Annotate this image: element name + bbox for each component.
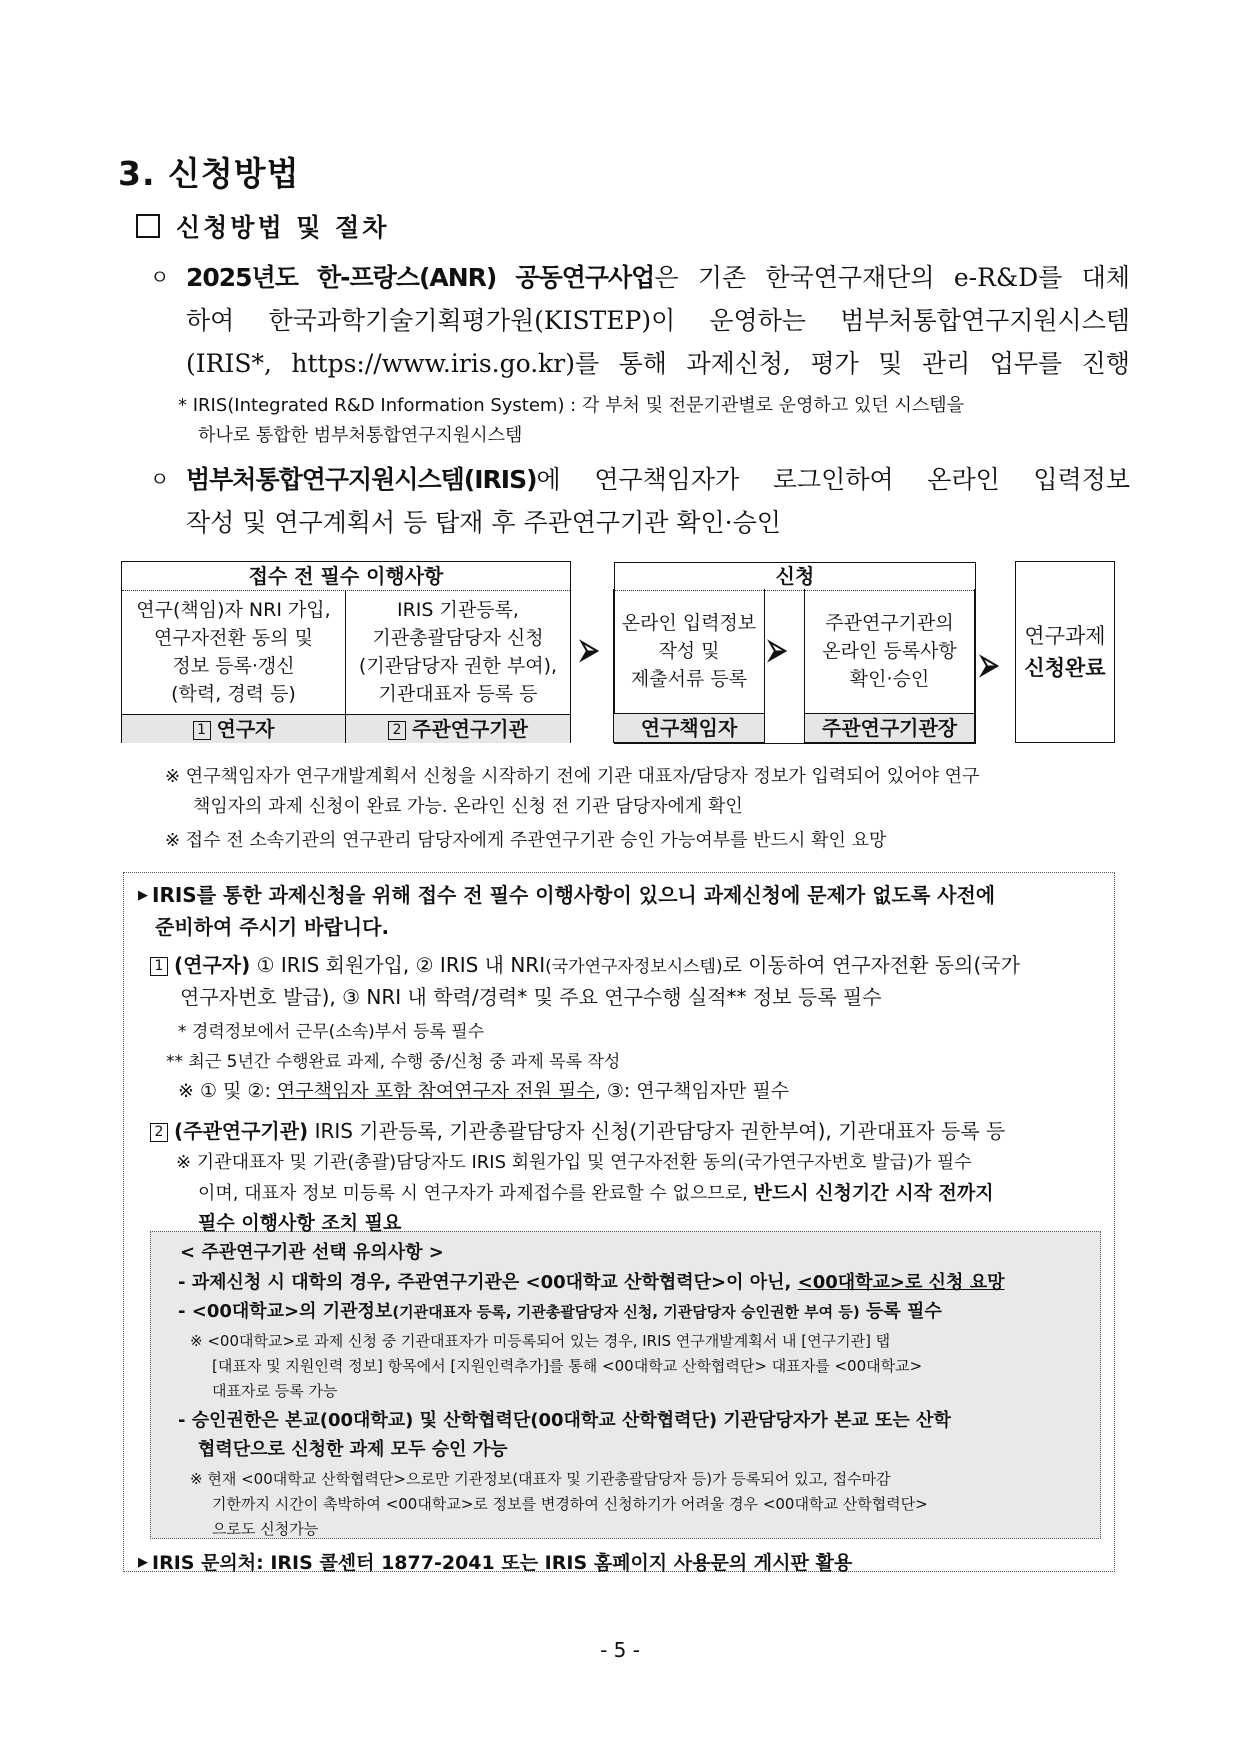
researcher-step-line1: [150, 950, 1020, 980]
iris-note-line2: 하나로 통합한 범부처통합연구지원시스템: [198, 425, 523, 446]
number-box: 2: [150, 1123, 168, 1142]
triangle-bullet-icon: ▶: [138, 1555, 148, 1570]
caution-note4: ※ 현재 <00대학교 산학협력단>으로만 기관정보(대표자 및 기관총괄담당자 등)가 등록되어 있고, 접수마감: [190, 1470, 891, 1488]
caution-line2-text: - <00대학교>의 기관정보: [178, 1301, 393, 1322]
circle-bullet-icon: ㅇ: [150, 467, 170, 491]
flow-note-a2: 책임자의 과제 신청이 완료 가능. 온라인 신청 전 기관 담당자에게 확인: [193, 796, 743, 817]
flow-cell-text: 연구(책임)자 NRI 가입,: [136, 599, 331, 621]
number-box: 2: [388, 721, 406, 740]
flow-cell-approval: [804, 589, 975, 743]
caution-line2: [178, 1297, 942, 1327]
researcher-note3: [178, 1076, 789, 1106]
researcher-text-b: 로 이동하여 연구자전환 동의(국가: [722, 953, 1020, 977]
institution-text: IRIS 기관등록, 기관총괄담당자 신청(기관담당자 권한부여), 기관대표자 등록 등: [314, 1119, 1006, 1143]
caution-note2: [대표자 및 지원인력 정보] 항목에서 [지원인력추가]를 통해 <00대학교 산학협력단> 대표자를 <00대학교>: [212, 1357, 923, 1375]
researcher-step-line2: 연구자번호 발급), ③ NRI 내 학력/경력* 및 주요 연구수행 실적** 정보 등록 필수: [180, 985, 882, 1009]
flow-group-prerequisites: [121, 561, 571, 743]
flow-foot-label: 주관연구기관: [412, 717, 528, 741]
flow-cell-text: 확인·승인: [849, 668, 930, 690]
flow-foot-researcher: [122, 714, 346, 743]
project-name: 2025년도 한-프랑스(ANR) 공동연구사업: [186, 263, 655, 292]
right-arrow-icon: ⮚: [580, 635, 599, 665]
checkbox-square-icon: [136, 214, 160, 238]
flow-cell-text: 온라인 등록사항: [822, 640, 957, 662]
caution-note6: 으로도 신청가능: [212, 1520, 319, 1538]
triangle-bullet-icon: ▶: [138, 888, 148, 903]
note3-suffix: , ③: 연구책임자만 필수: [594, 1080, 790, 1102]
researcher-label: (연구자): [174, 953, 251, 977]
flow-cell-text: 기관대표자 등록 등: [378, 683, 538, 705]
iris-note-line1: * IRIS(Integrated R&D Information System) : 각 부처 및 전문기관별로 운영하고 있던 시스템을: [178, 395, 965, 416]
number-box: 1: [193, 721, 211, 740]
flow-cell-text: (학력, 경력 등): [171, 683, 296, 705]
flow-foot-head: 주관연구기관장: [805, 713, 974, 742]
institution-label: (주관연구기관): [174, 1119, 309, 1143]
para2-line1: 에 연구책임자가 로그인하여 온라인 입력정보: [536, 465, 1130, 494]
institution-step-line: [150, 1116, 1005, 1146]
caution-line2-end: 등록 필수: [859, 1301, 942, 1322]
caution-box-title: < 주관연구기관 선택 유의사항 >: [180, 1242, 444, 1263]
iris-system-name: 범부처통합연구지원시스템(IRIS): [186, 465, 537, 494]
nri-desc: (국가연구자정보시스템): [545, 957, 723, 977]
iris-note: [178, 391, 1118, 451]
paragraph-1: [150, 256, 1130, 385]
flow-cell-text: (기관담당자 권한 부여),: [358, 655, 558, 677]
subsection-title-text: 신청방법 및 절차: [176, 213, 390, 242]
flow-note-b: ※ 접수 전 소속기관의 연구관리 담당자에게 주관연구기관 승인 가능여부를 반드시 확인 요망: [165, 830, 887, 851]
right-arrow-icon: ⮚: [768, 635, 787, 665]
flow-cell-text: 기관총괄담당자 신청: [372, 627, 544, 649]
circle-bullet-icon: ㅇ: [150, 265, 170, 289]
note3-prefix: ※ ① 및 ②:: [178, 1080, 277, 1102]
caution-note3: 대표자로 등록 가능: [212, 1382, 338, 1400]
para1-line3: (IRIS*, https://www.iris.go.kr)를 통해 과제신청, 평가 및 관리 업무를 진행: [186, 349, 1130, 378]
researcher-note2: ** 최근 5년간 수행완료 과제, 수행 중/신청 중 과제 목록 작성: [166, 1052, 621, 1072]
para2-line2: 작성 및 연구계획서 등 탑재 후 주관연구기관 확인·승인: [186, 508, 781, 537]
institution-note1: ※ 기관대표자 및 기관(총괄)담당자도 IRIS 회원가입 및 연구자전환 동의(국가연구자번호 발급)가 필수: [176, 1152, 972, 1173]
page-number: - 5 -: [600, 1638, 640, 1662]
number-box: 1: [150, 957, 168, 976]
flow-cell-institution: [346, 590, 570, 714]
flow-cell-text: IRIS 기관등록,: [397, 599, 519, 621]
note3-underlined: 연구책임자 포함 참여연구자 전원 필수: [276, 1080, 595, 1102]
paragraph-2: [150, 458, 1130, 544]
caution-line1: [178, 1268, 1004, 1298]
flow-final-bold: 신청완료: [1024, 656, 1106, 680]
flow-note-a1: ※ 연구책임자가 연구개발계획서 신청을 시작하기 전에 기관 대표자/담당자 정보가 입력되어 있어야 연구: [165, 766, 980, 787]
para1-line2: 하여 한국과학기술기획평가원(KISTEP)이 운영하는 범부처통합연구지원시스템: [186, 306, 1130, 335]
flow-foot-pi: 연구책임자: [614, 713, 764, 742]
para1-line1: 은 기존 한국연구재단의 e-R&D를 대체: [654, 263, 1130, 292]
flow-cell-researcher: [122, 590, 345, 714]
flow-cell-text: 주관연구기관의: [825, 612, 954, 634]
flow-foot-label: 연구자: [216, 717, 275, 741]
institution-note2: [198, 1180, 994, 1207]
caution-line1-underlined: <00대학교>로 신청 요망: [797, 1272, 1005, 1293]
researcher-note1: * 경력정보에서 근무(소속)부서 등록 필수: [178, 1022, 485, 1042]
caution-note1: ※ <00대학교>로 과제 신청 중 기관대표자가 미등록되어 있는 경우, IRIS 연구개발계획서 내 [연구기관] 탭: [190, 1332, 891, 1350]
flow-cell-text: 작성 및: [658, 640, 720, 662]
caution-note5: 기한까지 시간이 촉박하여 <00대학교>로 정보를 변경하여 신청하기가 어려울 경우 <00대학교 산학협력단>: [212, 1495, 928, 1513]
flow-cell-text: 정보 등록·갱신: [172, 655, 295, 677]
iris-contact-text: IRIS 문의처: IRIS 콜센터 1877-2041 또는 IRIS 홈페이지 사용문의 게시판 활용: [152, 1552, 853, 1574]
caution-line3a: - 승인권한은 본교(00대학교) 및 산학협력단(00대학교 산학협력단) 기관담당자가 본교 또는 산학: [178, 1410, 951, 1431]
subsection-title: [136, 208, 389, 244]
institution-note3: 필수 이행사항 조치 필요: [198, 1212, 402, 1234]
iris-contact: [138, 1548, 852, 1578]
info-intro-line2: 준비하여 주시기 바랍니다.: [155, 915, 390, 939]
section-title: 3. 신청방법: [118, 154, 300, 193]
flow-group2-header: 신청: [614, 562, 976, 591]
flow-foot-institution: [346, 714, 570, 743]
flow-final-text: 연구과제: [1024, 624, 1106, 648]
flow-cell-text: 연구자전환 동의 및: [154, 627, 313, 649]
caution-line3b: 협력단으로 신청한 과제 모두 승인 가능: [198, 1439, 508, 1460]
caution-line2-small: (기관대표자 등록, 기관총괄담당자 신청, 기관담당자 승인권한 부여 등): [392, 1303, 860, 1321]
flow-cell-online-entry: [613, 589, 765, 743]
researcher-text: ① IRIS 회원가입, ② IRIS 내 NRI: [256, 953, 546, 977]
institution-note2-bold: 반드시 신청기간 시작 전까지: [753, 1182, 994, 1204]
right-arrow-icon: ⮚: [980, 650, 999, 680]
flow-notes: [165, 762, 1120, 856]
institution-note2-text: 이며, 대표자 정보 미등록 시 연구자가 과제접수를 완료할 수 없으므로,: [198, 1183, 754, 1204]
info-intro-line1: [138, 880, 995, 911]
flow-cell-text: 제출서류 등록: [630, 668, 748, 690]
flow-final-box: [1015, 561, 1115, 743]
flow-group1-header: 접수 전 필수 이행사항: [122, 562, 570, 591]
flow-cell-text: 온라인 입력정보: [621, 612, 757, 634]
caution-line1-text: - 과제신청 시 대학의 경우, 주관연구기관은 <00대학교 산학협력단>이 아닌,: [178, 1272, 798, 1293]
info-intro-text: IRIS를 통한 과제신청을 위해 접수 전 필수 이행사항이 있으니 과제신청에 문제가 없도록 사전에: [152, 883, 996, 907]
